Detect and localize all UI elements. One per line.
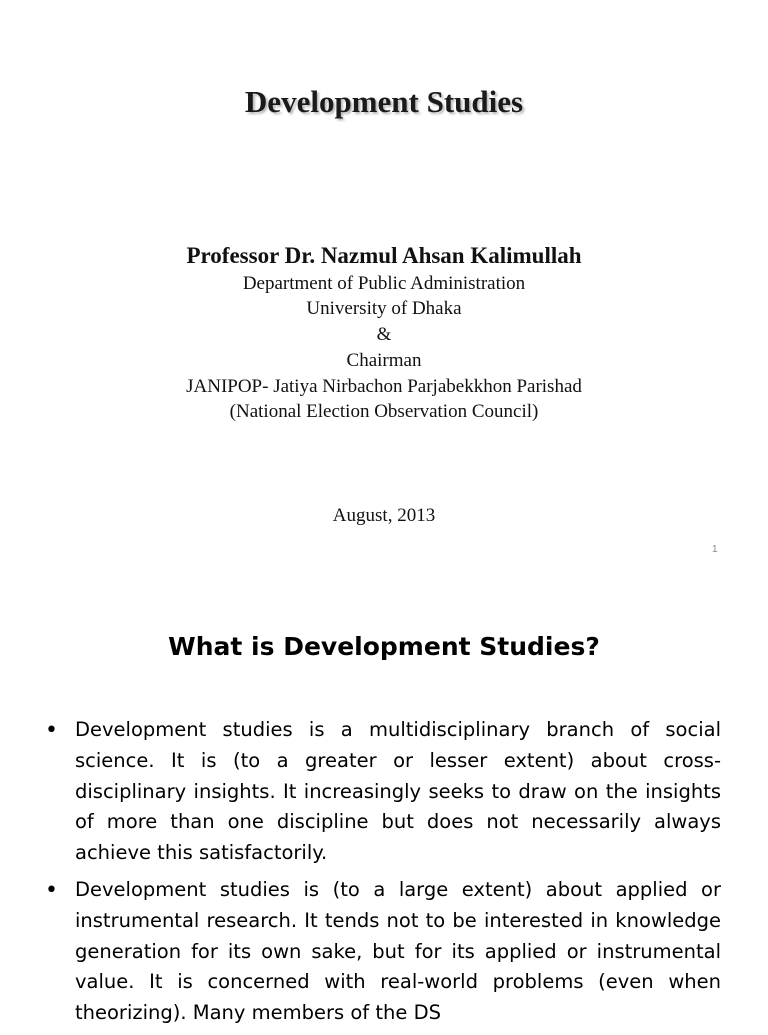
content-slide (0, 576, 768, 1024)
affiliation-department: Department of Public Administration (242, 273, 526, 294)
presentation-date: August, 2013 (332, 505, 436, 526)
author-name: Professor Dr. Nazmul Ahsan Kalimullah (186, 243, 582, 268)
affiliation-ampersand: & (376, 324, 392, 345)
bullet-item (45, 715, 721, 869)
bullet-marker-icon: • (45, 718, 58, 743)
affiliation-organization-english: (National Election Observation Council) (229, 401, 539, 422)
slide-title: Development Studies (244, 84, 524, 119)
content-slide-title: What is Development Studies? (168, 632, 600, 661)
bullet-text: Development studies is (to a large extent) about applied or instrumental research. It tends not to be interested in knowledge generation for its own sake, but for its applied or instrumental value. It is concerned with real-world problems (even when theorizing). Many members of the DS (75, 877, 721, 1025)
affiliation-role: Chairman (346, 350, 422, 371)
affiliation-organization: JANIPOP- Jatiya Nirbachon Parjabekkhon Parishad (186, 376, 582, 397)
bullet-item (45, 875, 721, 1029)
page-number: 1 (712, 544, 718, 555)
bullet-text: Development studies is a multidisciplinary branch of social science. It is (to a greater or lesser extent) about cross-disciplinary insights. It increasingly seeks to draw on the insights of more than one discipline but does not necessarily always achieve this satisfactorily. (75, 718, 721, 865)
affiliation-university: University of Dhaka (306, 298, 462, 319)
bullet-list (45, 715, 721, 1035)
bullet-marker-icon: • (45, 877, 58, 903)
